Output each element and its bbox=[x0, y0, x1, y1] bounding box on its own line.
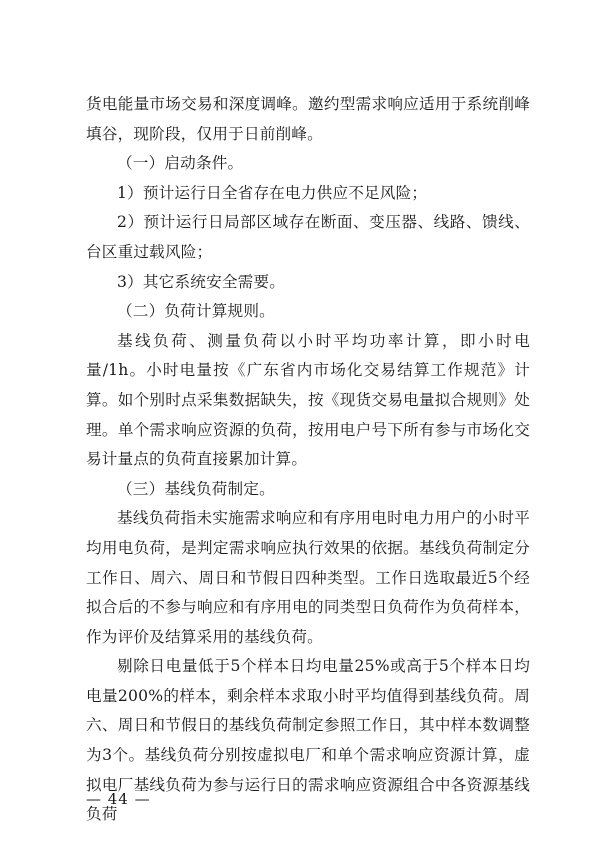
paragraph-continuation: 货电能量市场交易和深度调峰。邀约型需求响应适用于系统削峰填谷，现阶段，仅用于日前削峰。 bbox=[86, 95, 530, 143]
paragraph-baseline-method: 剔除日电量低于5个样本日均电量25%或高于5个样本日均电量200%的样本，剩余样本求取小时平均值得到基线负荷。周六、周日和节假日的基线负荷制定参照工作日，其中样本数调整为3个。基线负荷分别按虚拟电厂和单个需求响应资源计算，虚拟电厂基线负荷为参与运行日的需求响应资源组合中各资源基线负荷 bbox=[86, 657, 530, 824]
list-item-condition-2: 2）预计运行日局部区域存在断面、变压器、线路、馈线、台区重过载风险； bbox=[86, 213, 530, 261]
page-number: — 44 — bbox=[86, 790, 151, 808]
list-item-condition-1: 1）预计运行日全省存在电力供应不足风险； bbox=[117, 183, 428, 202]
heading-baseline-load: （三）基线负荷制定。 bbox=[117, 479, 275, 498]
list-item-condition-3: 3）其它系统安全需要。 bbox=[117, 272, 286, 291]
heading-start-conditions: （一）启动条件。 bbox=[117, 154, 244, 173]
heading-load-calc-rules: （二）负荷计算规则。 bbox=[117, 302, 275, 321]
paragraph-baseline-definition: 基线负荷指未实施需求响应和有序用电时电力用户的小时平均用电负荷，是判定需求响应执行效果的依据。基线负荷制定分工作日、周六、周日和节假日四种类型。工作日选取最近5个经拟合后的不参与响应和有序用电的同类型日负荷作为负荷样本，作为评价及结算采用的基线负荷。 bbox=[86, 509, 530, 646]
document-body bbox=[86, 90, 530, 830]
paragraph-load-calc: 基线负荷、测量负荷以小时平均功率计算，即小时电量/1h。小时电量按《广东省内市场化交易结算工作规范》计算。如个别时点采集数据缺失，按《现货交易电量拟合规则》处理。单个需求响应资源的负荷，按用电户号下所有参与市场化交易计量点的负荷直接累加计算。 bbox=[86, 331, 530, 469]
